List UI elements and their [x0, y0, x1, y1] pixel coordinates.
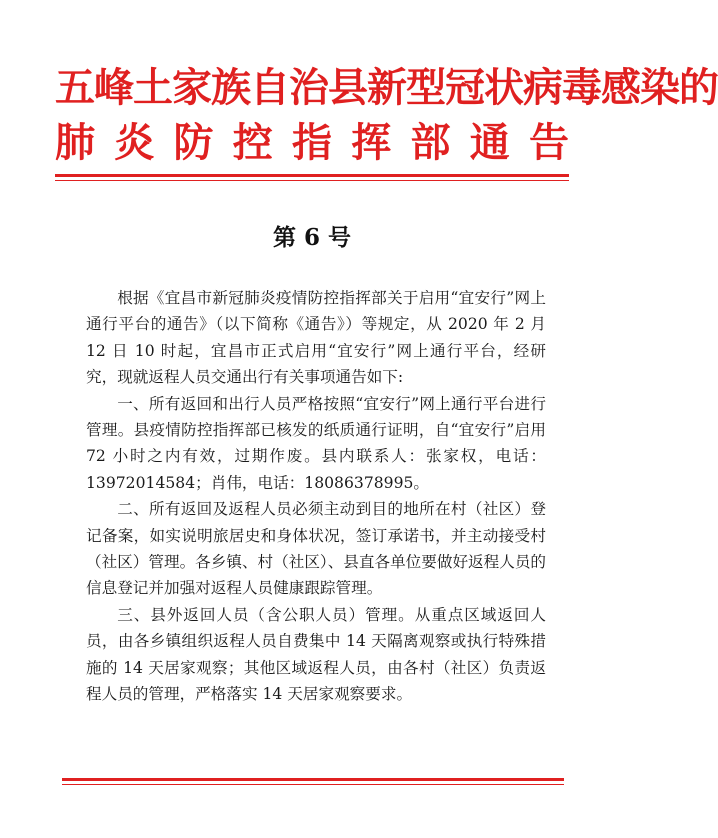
footer-divider-thick: [62, 778, 564, 781]
paragraph-intro: 根据《宜昌市新冠肺炎疫情防控指挥部关于启用“宜安行”网上通行平台的通告》（以下简称《通告》）等规定，从 2020 年 2 月 12 日 10 时起，宜昌市正式启用“宜安行”网上通行平台，经研究，现就返程人员交通出行有关事项通告如下:: [86, 289, 546, 387]
footer-divider-thin: [62, 784, 564, 785]
header-title-line-1: 五峰土家族自治县新型冠状病毒感染的: [55, 64, 718, 111]
paragraph-item-1: 一、所有返回和出行人员严格按照“宜安行”网上通行平台进行管理。县疫情防控指挥部已核发的纸质通行证明，自“宜安行”启用 72 小时之内有效，过期作废。县内联系人：张家权，电话：13972014584；肖伟，电话：18086378995。: [86, 394, 546, 492]
header-divider-thick: [55, 174, 569, 177]
notice-body: [86, 285, 546, 708]
paragraph-item-2: 二、所有返回及返程人员必须主动到目的地所在村（社区）登记备案，如实说明旅居史和身体状况，签订承诺书，并主动接受村（社区）管理。各乡镇、村（社区）、县直各单位要做好返程人员的信息登记并加强对返程人员健康跟踪管理。: [86, 500, 547, 598]
header-divider: [55, 174, 569, 181]
footer-divider: [62, 778, 564, 785]
document-number: 第 6 号: [272, 224, 352, 251]
paragraph-item-3: 三、县外返回人员（含公职人员）管理。从重点区域返回人员，由各乡镇组织返程人员自费集中 14 天隔离观察或执行特殊措施的 14 天居家观察；其他区域返程人员，由各村（社区）负责返程人员的管理，严格落实 14 天居家观察要求。: [86, 605, 546, 704]
header-title-line-2: 肺炎防控指挥部通告: [55, 119, 569, 166]
header-divider-thin: [55, 180, 569, 181]
